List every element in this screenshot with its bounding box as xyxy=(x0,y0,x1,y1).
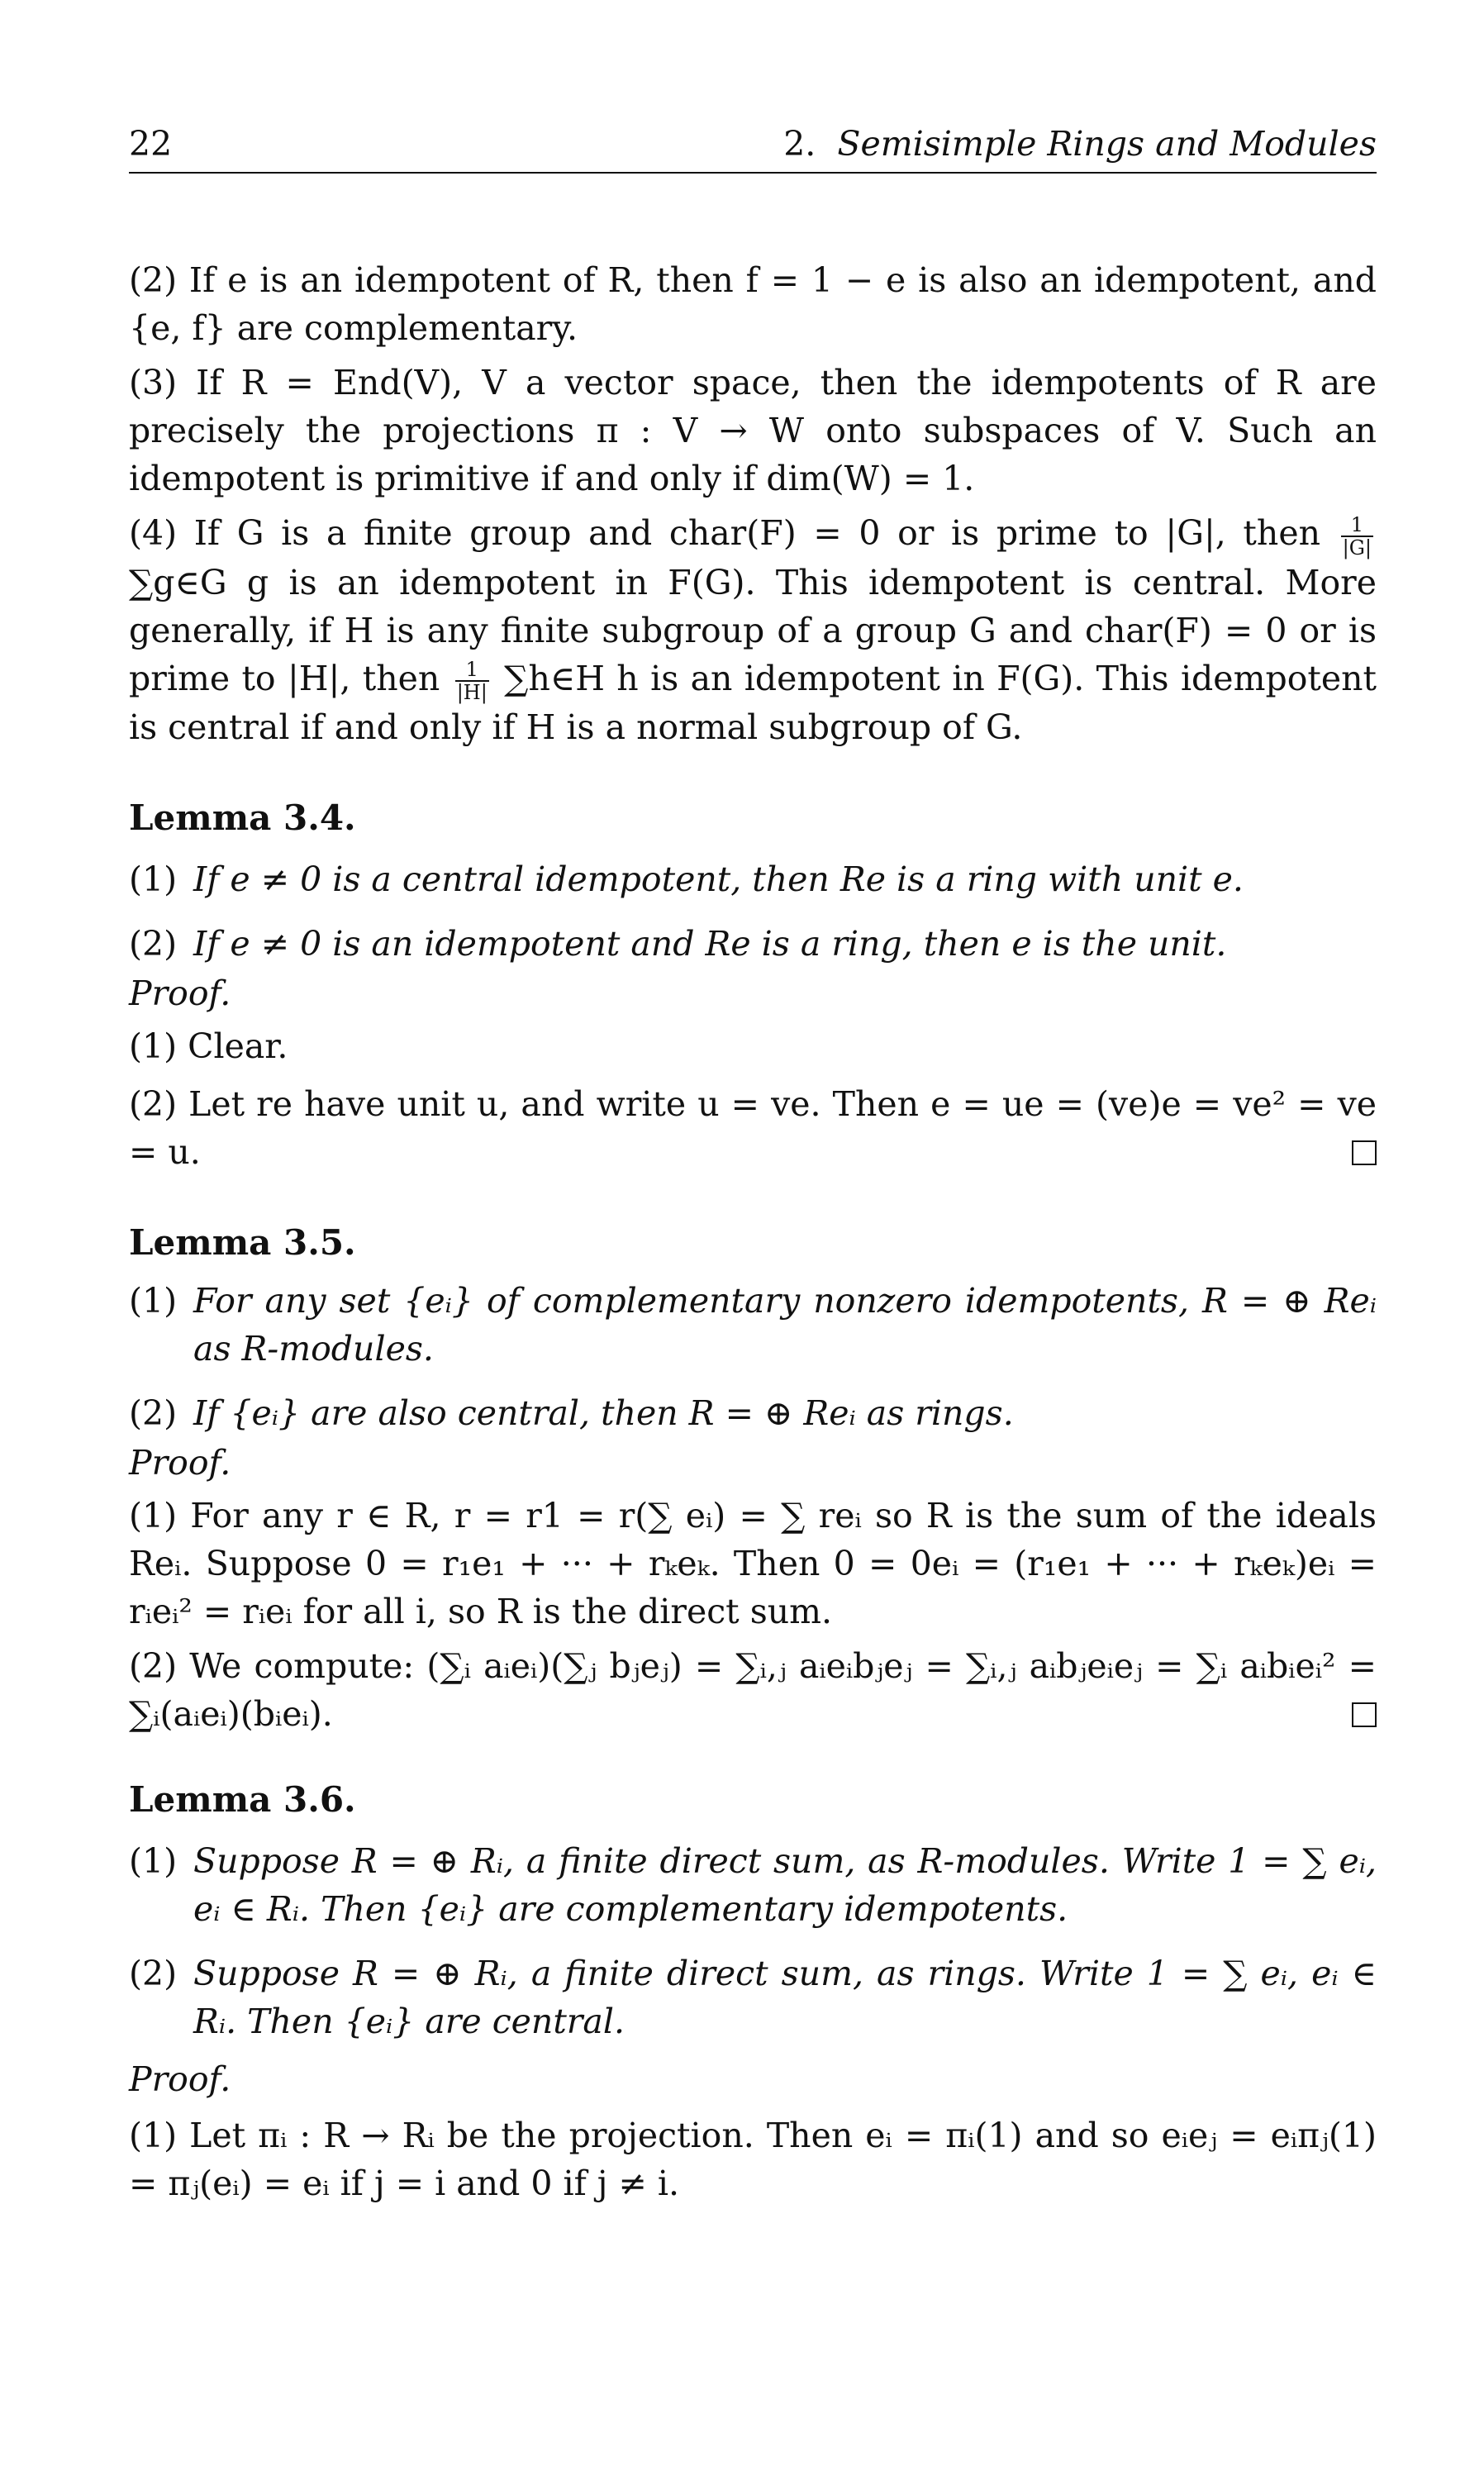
lemma-3-4-proof-label: Proof. xyxy=(129,974,231,1013)
lemma-3-5-proof-label: Proof. xyxy=(129,1443,231,1483)
lemma-3-6-title: Lemma 3.6. xyxy=(129,1779,356,1820)
example-item-4-part-b: ∑g∈G g is an idempotent in F(G). This idempotent is central. More generally, if H is any finite subgroup of a group G and char(F) = 0 or is prime to |H|, then xyxy=(129,562,1377,698)
qed-symbol xyxy=(1352,1690,1377,1738)
lemma-3-5-title: Lemma 3.5. xyxy=(129,1222,356,1263)
chapter-title: Semisimple Rings and Modules xyxy=(837,124,1377,164)
lemma-3-4-proof-1: (1) Clear. xyxy=(129,1026,288,1066)
page-body xyxy=(129,256,1377,2207)
example-item-3: (3) If R = End(V), V a vector space, then the idempotents of R are precisely the projections π : V → W onto subspaces of V. Such an idempotent is primitive if and only if dim(W) = 1. xyxy=(129,363,1377,498)
fraction-one-over-H: $\frac{1}{|H|}$ xyxy=(456,658,488,704)
page-number: 22 xyxy=(129,124,173,164)
example-item-4-part-a: (4) If G is a finite group and char(F) = 0 or is prime to |G|, then xyxy=(129,513,1320,553)
qed-symbol xyxy=(1352,1128,1377,1176)
fraction-one-over-G: $\frac{1}{|G|}$ xyxy=(1342,512,1372,559)
lemma-3-6-proof-label: Proof. xyxy=(129,2059,231,2099)
running-header xyxy=(129,124,1377,164)
header-rule xyxy=(129,172,1377,174)
lemma-3-6-statement-2: (2) Suppose R = ⊕ Rᵢ, a finite direct sum, as rings. Write 1 = ∑ eᵢ, eᵢ ∈ Rᵢ. Then {eᵢ} are central. xyxy=(129,1954,1377,2041)
lemma-3-4-statement-1: (1) If e ≠ 0 is a central idempotent, then Re is a ring with unit e. xyxy=(129,859,1244,899)
example-item-4-part-c: ∑h∈H h is an idempotent in F(G). This idempotent is central if and only if H is a normal subgroup of G. xyxy=(129,658,1377,747)
example-item-4 xyxy=(129,509,1377,751)
lemma-3-5-statement-1: (1) For any set {eᵢ} of complementary nonzero idempotents, R = ⊕ Reᵢ as R-modules. xyxy=(129,1281,1377,1369)
lemma-3-5-proof-1: (1) For any r ∈ R, r = r1 = r(∑ eᵢ) = ∑ reᵢ so R is the sum of the ideals Reᵢ. Suppose 0 = r₁e₁ + ··· + rₖeₖ. Then 0 = 0eᵢ = (r₁e₁ + ··· + rₖeₖ)eᵢ = rᵢeᵢ² = rᵢeᵢ for all i, so R is the direct sum. xyxy=(129,1496,1377,1631)
chapter-label: 2. xyxy=(783,124,816,164)
example-item-2: (2) If e is an idempotent of R, then f = 1 − e is also an idempotent, and {e, f} are complementary. xyxy=(129,260,1377,348)
lemma-3-4-title: Lemma 3.4. xyxy=(129,797,356,838)
lemma-3-6-proof-1: (1) Let πᵢ : R → Rᵢ be the projection. Then eᵢ = πᵢ(1) and so eᵢeⱼ = eᵢπⱼ(1) = πⱼ(eᵢ) = eᵢ if j = i and 0 if j ≠ i. xyxy=(129,2116,1377,2203)
lemma-3-5-proof-2: (2) We compute: (∑ᵢ aᵢeᵢ)(∑ⱼ bⱼeⱼ) = ∑ᵢ,ⱼ aᵢeᵢbⱼeⱼ = ∑ᵢ,ⱼ aᵢbⱼeᵢeⱼ = ∑ᵢ aᵢbᵢeᵢ² = ∑ᵢ(aᵢeᵢ)(bᵢeᵢ). xyxy=(129,1642,1377,1738)
lemma-3-4-proof-2: (2) Let re have unit u, and write u = ve. Then e = ue = (ve)e = ve² = ve = u. xyxy=(129,1080,1377,1176)
lemma-3-4-statement-2: (2) If e ≠ 0 is an idempotent and Re is a ring, then e is the unit. xyxy=(129,924,1227,964)
lemma-3-5-statement-2: (2) If {eᵢ} are also central, then R = ⊕ Reᵢ as rings. xyxy=(129,1393,1014,1433)
lemma-3-6-statement-1: (1) Suppose R = ⊕ Rᵢ, a finite direct sum, as R-modules. Write 1 = ∑ eᵢ, eᵢ ∈ Rᵢ. Then {eᵢ} are complementary idempotents. xyxy=(129,1841,1377,1929)
running-title xyxy=(783,124,1377,164)
